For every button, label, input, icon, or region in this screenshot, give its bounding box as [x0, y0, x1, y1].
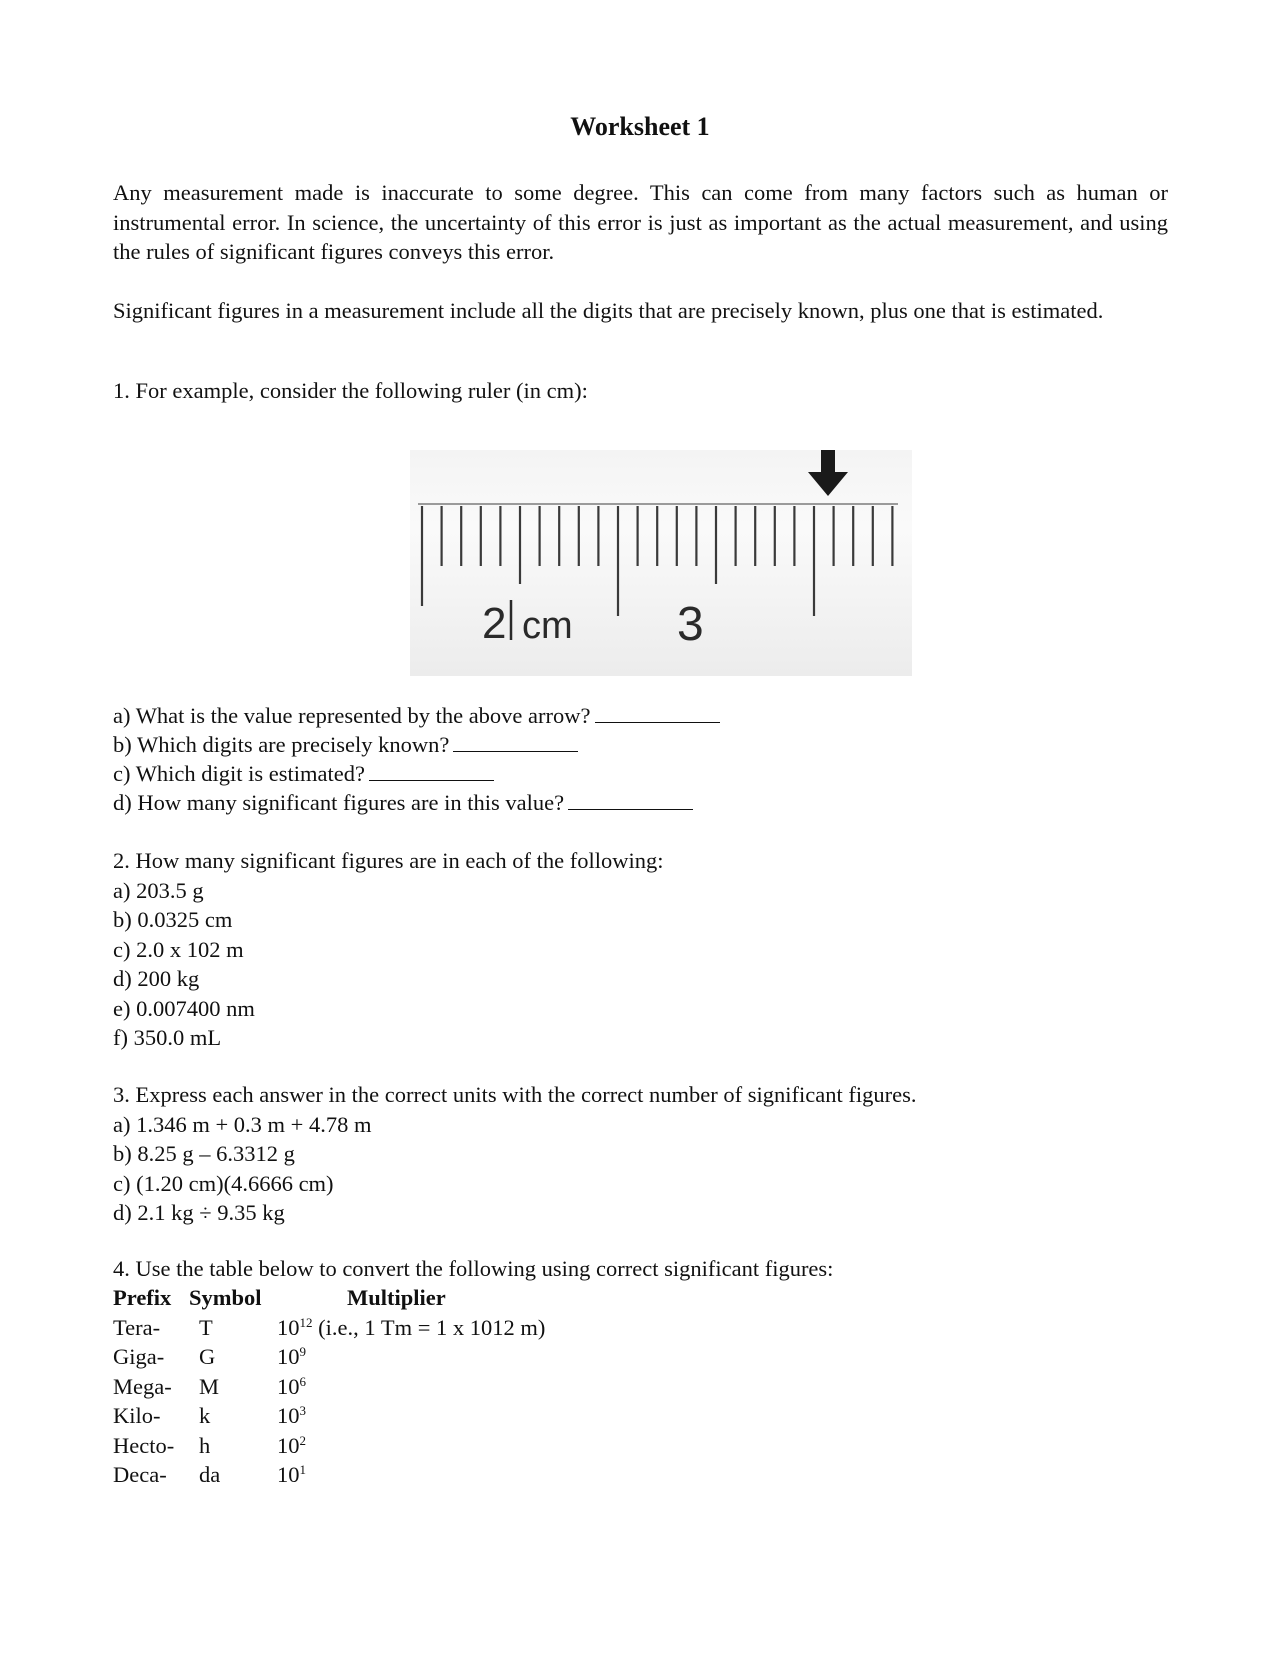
- question-1b-text: b) Which digits are precisely known?: [113, 732, 450, 757]
- table-row: [113, 1342, 545, 1372]
- row-multiplier: [277, 1372, 545, 1402]
- row-prefix: Kilo-: [113, 1403, 161, 1428]
- row-multiplier: [277, 1431, 545, 1461]
- row-prefix: Giga-: [113, 1344, 165, 1369]
- header-multiplier: Multiplier: [347, 1285, 446, 1310]
- ruler-label-2: 2: [482, 599, 507, 648]
- question-1a: [113, 701, 720, 731]
- prefix-table: [113, 1283, 545, 1490]
- question-3-item: a) 1.346 m + 0.3 m + 4.78 m: [113, 1111, 372, 1137]
- row-symbol: G: [199, 1344, 216, 1369]
- row-multiplier: [277, 1401, 545, 1431]
- question-2-item: f) 350.0 mL: [113, 1025, 222, 1050]
- answer-blank-1b[interactable]: [453, 731, 578, 752]
- multiplier-base: 10: [277, 1314, 300, 1340]
- question-1a-text: a) What is the value represented by the above arrow?: [113, 703, 591, 728]
- row-multiplier: [277, 1313, 545, 1343]
- answer-blank-1d[interactable]: [568, 789, 693, 810]
- question-4-prompt: 4. Use the table below to convert the following using correct significant figures:: [113, 1256, 834, 1281]
- table-row: [113, 1401, 545, 1431]
- multiplier-exponent: 12: [299, 1314, 313, 1330]
- question-3: [113, 1080, 916, 1228]
- header-symbol: Symbol: [189, 1285, 262, 1310]
- multiplier-exponent: 1: [299, 1462, 306, 1477]
- row-symbol: M: [199, 1373, 220, 1399]
- intro-paragraph-1: Any measurement made is inaccurate to some degree. This can come from many factors such as human or instrumental error. In science, the uncertainty of this error is just as important as the actual measurement, and using the rules of significant figures conveys this error.: [113, 180, 1168, 264]
- multiplier-base: 10: [277, 1403, 300, 1428]
- row-multiplier: [277, 1342, 545, 1372]
- question-1b: [113, 730, 578, 760]
- row-symbol: k: [199, 1403, 211, 1428]
- question-1c-text: c) Which digit is estimated?: [113, 761, 366, 786]
- row-symbol: T: [199, 1314, 213, 1340]
- question-3-item: c) (1.20 cm)(4.6666 cm): [113, 1170, 334, 1196]
- question-2-prompt: 2. How many significant figures are in each of the following:: [113, 848, 664, 873]
- question-1c: [113, 759, 494, 789]
- question-2-item: a) 203.5 g: [113, 877, 204, 903]
- multiplier-base: 10: [277, 1432, 300, 1458]
- multiplier-base: 10: [277, 1344, 300, 1369]
- row-symbol: h: [199, 1432, 211, 1458]
- answer-blank-1c[interactable]: [369, 760, 494, 781]
- multiplier-base: 10: [277, 1373, 300, 1399]
- ruler-unit-label: cm: [522, 605, 573, 647]
- question-2-item: c) 2.0 x 102 m: [113, 936, 244, 962]
- prefix-table-header: [113, 1283, 545, 1313]
- question-3-item: d) 2.1 kg ÷ 9.35 kg: [113, 1200, 285, 1225]
- multiplier-exponent: 9: [299, 1344, 306, 1359]
- table-row: [113, 1460, 545, 1490]
- ruler-figure: [410, 450, 912, 676]
- question-2-item: b) 0.0325 cm: [113, 907, 233, 932]
- table-row: [113, 1372, 545, 1402]
- row-prefix: Hecto-: [113, 1432, 175, 1458]
- table-row: [113, 1313, 545, 1343]
- question-2-item: e) 0.007400 nm: [113, 995, 255, 1021]
- multiplier-exponent: 2: [299, 1432, 306, 1448]
- intro-paragraph-2: Significant figures in a measurement include all the digits that are precisely known, plus one that is estimated.: [113, 298, 1104, 323]
- row-multiplier: [277, 1460, 545, 1490]
- question-2-item: d) 200 kg: [113, 966, 200, 991]
- question-1d-text: d) How many significant figures are in this value?: [113, 790, 565, 815]
- question-2: [113, 846, 663, 1053]
- row-prefix: Deca-: [113, 1462, 167, 1487]
- multiplier-note: (i.e., 1 Tm = 1 x 1012 m): [312, 1314, 546, 1340]
- table-row: [113, 1431, 545, 1461]
- row-prefix: Mega-: [113, 1373, 172, 1399]
- question-3-item: b) 8.25 g – 6.3312 g: [113, 1141, 295, 1166]
- row-symbol: da: [199, 1462, 221, 1487]
- question-1d: [113, 788, 693, 818]
- multiplier-base: 10: [277, 1462, 300, 1487]
- question-1-prompt: 1. For example, consider the following ruler (in cm):: [113, 378, 588, 403]
- multiplier-exponent: 3: [299, 1403, 306, 1418]
- question-3-prompt: 3. Express each answer in the correct units with the correct number of significant figures.: [113, 1082, 917, 1107]
- page-title: Worksheet 1: [570, 112, 710, 141]
- row-prefix: Tera-: [113, 1314, 161, 1340]
- multiplier-exponent: 6: [299, 1373, 306, 1389]
- header-prefix: Prefix: [113, 1285, 172, 1310]
- ruler-label-3: 3: [677, 598, 704, 651]
- answer-blank-1a[interactable]: [595, 702, 720, 723]
